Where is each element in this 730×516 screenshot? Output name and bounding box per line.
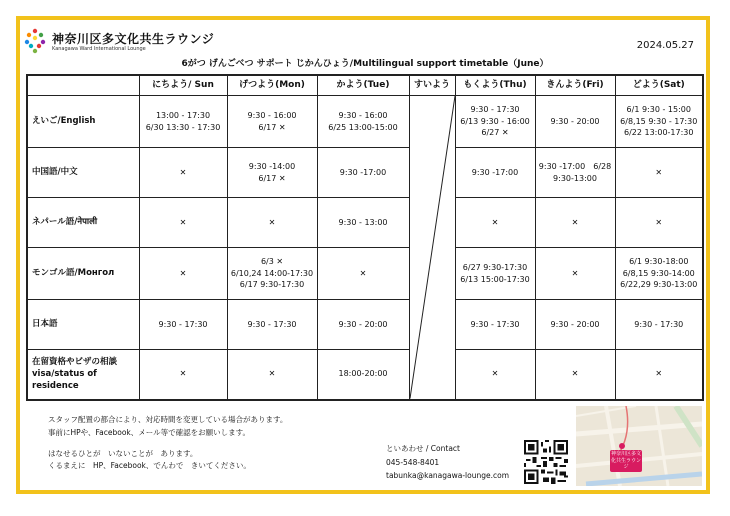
org-name: 神奈川区多文化共生ラウンジ <box>52 32 215 46</box>
org-subtitle: Kanagawa Ward International Lounge <box>52 46 146 52</box>
language-label: 日本語 <box>27 300 139 350</box>
time-cell: 9:30 -17:00 6/28 9:30-13:00 <box>535 148 615 198</box>
table-row <box>27 300 703 350</box>
time-cell: 18:00-20:00 <box>317 350 409 400</box>
time-cell: 9:30 - 20:00 <box>535 300 615 350</box>
table-row <box>27 350 703 400</box>
time-cell: 6/27 9:30-17:30 6/13 15:00-17:30 <box>455 248 535 300</box>
contact-label: といあわせ / Contact <box>386 444 460 453</box>
day-header: きんよう(Fri) <box>535 75 615 96</box>
time-cell: ✕ <box>139 198 227 248</box>
time-cell: 9:30 -17:00 <box>317 148 409 198</box>
closed-diagonal-line <box>410 96 455 399</box>
time-cell: ✕ <box>455 198 535 248</box>
time-cell: 13:00 - 17:30 6/30 13:30 - 17:30 <box>139 96 227 148</box>
notes-block <box>48 414 287 473</box>
note-spacer <box>48 440 287 448</box>
time-cell: ✕ <box>615 198 703 248</box>
contact-block <box>386 442 509 483</box>
language-label: 中国語/中文 <box>27 148 139 198</box>
timetable-title: 6がつ げんごべつ サポート じかんひょう/Multilingual support timetable（June） <box>181 59 549 69</box>
time-cell: 6/3 ✕ 6/10,24 14:00-17:30 6/17 9:30-17:30 <box>227 248 317 300</box>
lounge-logo-icon <box>24 28 46 54</box>
language-label: 在留資格やビザの相談 visa/status of residence <box>27 350 139 400</box>
note-line: はなせるひとが いないことが あります。 <box>48 448 198 458</box>
time-cell: 9:30 - 13:00 <box>317 198 409 248</box>
qr-code-icon[interactable] <box>524 440 568 484</box>
table-row <box>27 198 703 248</box>
time-cell: ✕ <box>535 198 615 248</box>
day-header: どよう(Sat) <box>615 75 703 96</box>
time-cell: 9:30 - 17:30 <box>227 300 317 350</box>
issue-date: 2024.05.27 <box>636 40 694 51</box>
time-cell: ✕ <box>535 350 615 400</box>
map-location-label: 神奈川区多文化共生ラウンジ <box>611 451 642 470</box>
time-cell: ✕ <box>139 148 227 198</box>
wednesday-closed-cell <box>409 96 455 400</box>
day-header: げつよう(Mon) <box>227 75 317 96</box>
time-cell: 9:30 - 20:00 <box>317 300 409 350</box>
time-cell: ✕ <box>615 350 703 400</box>
table-row <box>27 248 703 300</box>
time-cell: ✕ <box>227 350 317 400</box>
time-cell: 9:30 - 17:30 <box>615 300 703 350</box>
time-cell: 9:30 -14:00 6/17 ✕ <box>227 148 317 198</box>
note-line: 事前にHPや、Facebook、メール等で確認をお願いします。 <box>48 427 251 437</box>
contact-phone[interactable]: 045-548-8401 <box>386 457 440 467</box>
time-cell: 6/1 9:30-18:00 6/8,15 9:30-14:00 6/22,29 9:30-13:00 <box>615 248 703 300</box>
day-header: にちよう/ Sun <box>139 75 227 96</box>
support-timetable <box>26 74 704 401</box>
time-cell: ✕ <box>455 350 535 400</box>
map-streets-icon <box>576 406 702 486</box>
time-cell: 9:30 - 17:30 <box>455 300 535 350</box>
time-cell: 9:30 - 16:00 6/25 13:00-15:00 <box>317 96 409 148</box>
time-cell: 9:30 - 20:00 <box>535 96 615 148</box>
day-header: すいよう <box>409 75 455 96</box>
header-row <box>27 75 703 96</box>
corner-cell <box>27 75 139 96</box>
contact-email[interactable]: tabunka@kanagawa-lounge.com <box>386 471 510 480</box>
time-cell: ✕ <box>317 248 409 300</box>
day-header: もくよう(Thu) <box>455 75 535 96</box>
day-header: かよう(Tue) <box>317 75 409 96</box>
location-map[interactable] <box>576 406 702 486</box>
time-cell: 9:30 - 16:00 6/17 ✕ <box>227 96 317 148</box>
time-cell: ✕ <box>139 248 227 300</box>
time-cell: 9:30 - 17:30 6/13 9:30 - 16:00 6/27 ✕ <box>455 96 535 148</box>
language-label: ネパール語/नेपाली <box>27 198 139 248</box>
table-row <box>27 96 703 148</box>
time-cell: 6/1 9:30 - 15:00 6/8,15 9:30 - 17:30 6/22 13:00-17:30 <box>615 96 703 148</box>
time-cell: ✕ <box>535 248 615 300</box>
table-row <box>27 148 703 198</box>
time-cell: 9:30 -17:00 <box>455 148 535 198</box>
time-cell: ✕ <box>615 148 703 198</box>
time-cell: ✕ <box>227 198 317 248</box>
language-label: モンゴル語/Монгол <box>27 248 139 300</box>
language-label: えいご/English <box>27 96 139 148</box>
note-line: スタッフ配置の都合により、対応時間を変更している場合があります。 <box>48 415 288 424</box>
time-cell: 9:30 - 17:30 <box>139 300 227 350</box>
note-line: くるまえに HP、Facebook、でんわで きいてください。 <box>48 461 251 471</box>
time-cell: ✕ <box>139 350 227 400</box>
